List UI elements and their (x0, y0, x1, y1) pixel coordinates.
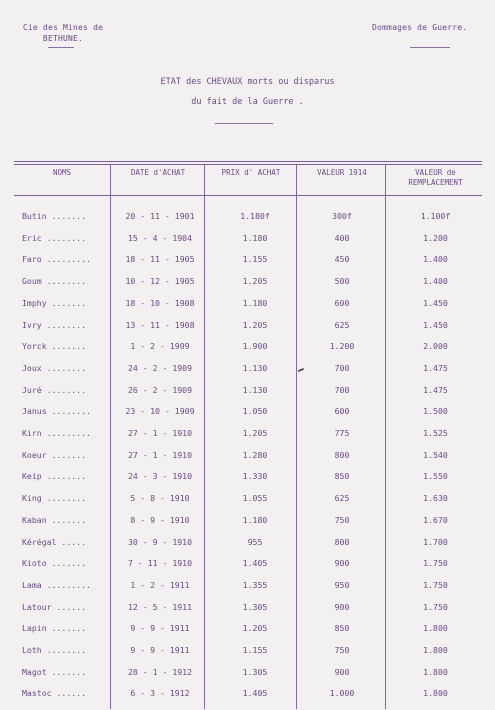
table-top-rule-2 (14, 164, 482, 165)
replacement-value: 1.200 (423, 232, 448, 243)
table-row (0, 341, 495, 363)
company-name: Cie des Mines de (22, 23, 104, 32)
replacement-value: 1.750 (423, 601, 448, 612)
table-row (0, 558, 495, 580)
horse-name: Goum ........ (22, 276, 87, 287)
header-underline-left (48, 47, 74, 48)
purchase-price: 1.900 (242, 341, 268, 352)
purchase-price: 1.155 (242, 254, 268, 265)
value-1914: 900 (334, 601, 350, 612)
replacement-value: 1.550 (423, 471, 448, 482)
purchase-date: 12 - 5 - 1911 (127, 601, 193, 612)
column-header-valeur: VALEUR 1914 (317, 168, 367, 177)
purchase-date: 7 - 11 - 1910 (127, 558, 193, 569)
purchase-date: 26 - 2 - 1909 (127, 384, 193, 395)
table-row (0, 493, 495, 515)
value-1914: 500 (334, 276, 350, 287)
value-1914: 750 (334, 514, 350, 525)
table-row (0, 688, 495, 710)
purchase-price: 1.130 (242, 362, 268, 373)
purchase-price: 1.305 (242, 666, 268, 677)
value-1914: 850 (334, 471, 350, 482)
horse-name: Lapin ....... (22, 623, 87, 634)
table-row (0, 406, 495, 428)
table-row (0, 254, 495, 276)
replacement-value: 1.500 (423, 406, 448, 417)
purchase-date: 1 - 2 - 1909 (130, 341, 190, 352)
value-1914: 625 (334, 493, 350, 504)
horse-name: Kioto ....... (22, 558, 87, 569)
purchase-price: 1.280 (242, 449, 268, 460)
table-row (0, 428, 495, 450)
purchase-price: 1.205 (242, 319, 268, 330)
value-1914: 600 (334, 297, 350, 308)
war-damages-header: Dommages de Guerre. (372, 23, 468, 32)
purchase-price: 1.050 (242, 406, 268, 417)
value-1914: 950 (334, 579, 350, 590)
purchase-price: 1.130 (242, 384, 268, 395)
purchase-price: 1.330 (242, 471, 268, 482)
value-1914: 750 (334, 645, 350, 655)
purchase-date: 15 - 4 - 1904 (127, 232, 193, 243)
value-1914: 450 (334, 254, 350, 265)
value-1914: 850 (334, 623, 350, 634)
table-row (0, 320, 495, 342)
horse-name: Koeur ....... (22, 449, 87, 460)
table-row (0, 580, 495, 602)
replacement-value: 1.400 (423, 254, 448, 265)
horse-name: Latour ...... (22, 601, 87, 612)
replacement-value: 1.800 (423, 688, 448, 699)
purchase-price: 1.155 (242, 645, 268, 655)
replacement-value: 1.400 (423, 276, 448, 287)
company-header (18, 22, 108, 44)
purchase-date: 6 - 3 - 1912 (130, 688, 190, 699)
horse-name: Magot ....... (22, 666, 87, 677)
table-row (0, 450, 495, 472)
purchase-date: 1 - 2 - 1911 (130, 579, 190, 590)
purchase-date: 23 - 10 - 1909 (125, 406, 195, 417)
column-header-noms: NOMS (52, 168, 72, 177)
purchase-date: 9 - 9 - 1911 (130, 645, 190, 655)
replacement-value: 1.800 (423, 623, 448, 634)
purchase-price: 955 (247, 536, 263, 547)
table-row (0, 667, 495, 689)
table-row (0, 515, 495, 537)
purchase-date: 5 - 8 - 1910 (130, 493, 190, 504)
column-header-prix: PRIX d' ACHAT (221, 168, 281, 177)
table-row (0, 471, 495, 493)
value-1914: 1.000 (329, 688, 355, 699)
table-row (0, 385, 495, 407)
value-1914: 300f (332, 211, 352, 221)
horse-name: Loth ........ (22, 645, 87, 655)
horse-name: Faro ......... (22, 254, 92, 265)
replacement-value: 1.540 (423, 449, 448, 460)
table-row (0, 623, 495, 645)
table-row (0, 537, 495, 559)
table-top-rule (14, 161, 482, 162)
purchase-date: 8 - 9 - 1910 (130, 514, 190, 525)
table-row (0, 211, 495, 233)
column-header-remplacement-line2: REMPLACEMENT (408, 178, 463, 187)
value-1914: 600 (334, 406, 350, 417)
purchase-price: 1.205 (242, 623, 268, 634)
replacement-value: 1.475 (423, 384, 448, 395)
purchase-price: 1.205 (242, 428, 268, 438)
horse-name: Kaban ....... (22, 514, 87, 525)
horse-name: Lama ......... (22, 579, 92, 590)
horse-name: Joux ........ (22, 362, 87, 373)
purchase-date: 9 - 9 - 1911 (130, 623, 190, 634)
header-underline-right (410, 47, 450, 48)
horse-name: Ivry ........ (22, 319, 87, 330)
replacement-value: 1.750 (423, 579, 448, 590)
replacement-value: 1.450 (423, 297, 448, 308)
replacement-value: 1.525 (423, 428, 448, 438)
purchase-price: 1.205 (242, 276, 268, 287)
horse-name: Kirn ......... (22, 428, 92, 438)
replacement-value: 1.670 (423, 514, 448, 525)
table-row (0, 645, 495, 667)
column-header-date: DATE d'ACHAT (130, 168, 186, 177)
document-subtitle: du fait de la Guerre . (191, 97, 304, 107)
purchase-date: 18 - 11 - 1905 (125, 254, 195, 265)
horse-name: King ........ (22, 493, 87, 504)
value-1914: 900 (334, 666, 350, 677)
table-row (0, 276, 495, 298)
purchase-date: 24 - 3 - 1910 (127, 471, 193, 482)
replacement-value: 1.450 (423, 319, 448, 330)
purchase-price: 1.305 (242, 601, 268, 612)
value-1914: 700 (334, 362, 350, 373)
value-1914: 625 (334, 319, 350, 330)
purchase-date: 20 - 11 - 1901 (125, 211, 195, 221)
value-1914: 700 (334, 384, 350, 395)
replacement-value: 1.700 (423, 536, 448, 547)
document-title: ETAT des CHEVAUX morts ou disparus (160, 77, 335, 87)
title-underline (215, 123, 273, 124)
replacement-value: 1.630 (423, 493, 448, 504)
table-row (0, 233, 495, 255)
table-row (0, 298, 495, 320)
horse-name: Butin ....... (22, 211, 87, 221)
replacement-value: 2.000 (423, 341, 448, 352)
purchase-price: 1.405 (242, 688, 268, 699)
purchase-price: 1.355 (242, 579, 268, 590)
value-1914: 900 (334, 558, 350, 569)
table-row (0, 363, 495, 385)
value-1914: 775 (334, 428, 350, 438)
purchase-price: 1.055 (242, 493, 268, 504)
purchase-date: 24 - 2 - 1909 (127, 362, 193, 373)
column-header-remplacement-line1: VALEUR de (415, 168, 456, 177)
value-1914: 1.200 (329, 341, 355, 352)
purchase-date: 30 - 9 - 1910 (127, 536, 193, 547)
horse-name: Juré ........ (22, 384, 87, 395)
replacement-value: 1.750 (423, 558, 448, 569)
horse-name: Keip ........ (22, 471, 87, 482)
purchase-date: 27 - 1 - 1910 (127, 428, 193, 438)
replacement-value: 1.100f (420, 211, 451, 221)
value-1914: 800 (334, 449, 350, 460)
purchase-date: 18 - 10 - 1908 (125, 297, 195, 308)
horse-name: Yorck ....... (22, 341, 87, 352)
purchase-date: 10 - 12 - 1905 (125, 276, 195, 287)
purchase-price: 1.180 (242, 297, 268, 308)
column-header-remplacement (388, 168, 483, 188)
header-bottom-rule (14, 195, 482, 196)
horse-name: Kérégal ..... (22, 536, 87, 547)
purchase-price: 1.180 (242, 514, 268, 525)
purchase-date: 27 - 1 - 1910 (127, 449, 193, 460)
horse-name: Janus ........ (22, 406, 92, 417)
replacement-value: 1.475 (423, 362, 448, 373)
value-1914: 400 (334, 232, 350, 243)
horse-name: Mastoc ...... (22, 688, 87, 699)
purchase-price: 1.405 (242, 558, 268, 569)
purchase-date: 13 - 11 - 1908 (125, 319, 195, 330)
table-row (0, 602, 495, 624)
purchase-date: 28 - 1 - 1912 (127, 666, 193, 677)
company-location: BETHUNE. (42, 34, 84, 43)
purchase-price: 1.180 (242, 232, 268, 243)
value-1914: 800 (334, 536, 350, 547)
horse-name: Eric ........ (22, 232, 87, 243)
horse-name: Imphy ....... (22, 297, 87, 308)
replacement-value: 1.800 (423, 666, 448, 677)
replacement-value: 1.800 (423, 645, 448, 655)
purchase-price: 1.180f (240, 211, 270, 221)
